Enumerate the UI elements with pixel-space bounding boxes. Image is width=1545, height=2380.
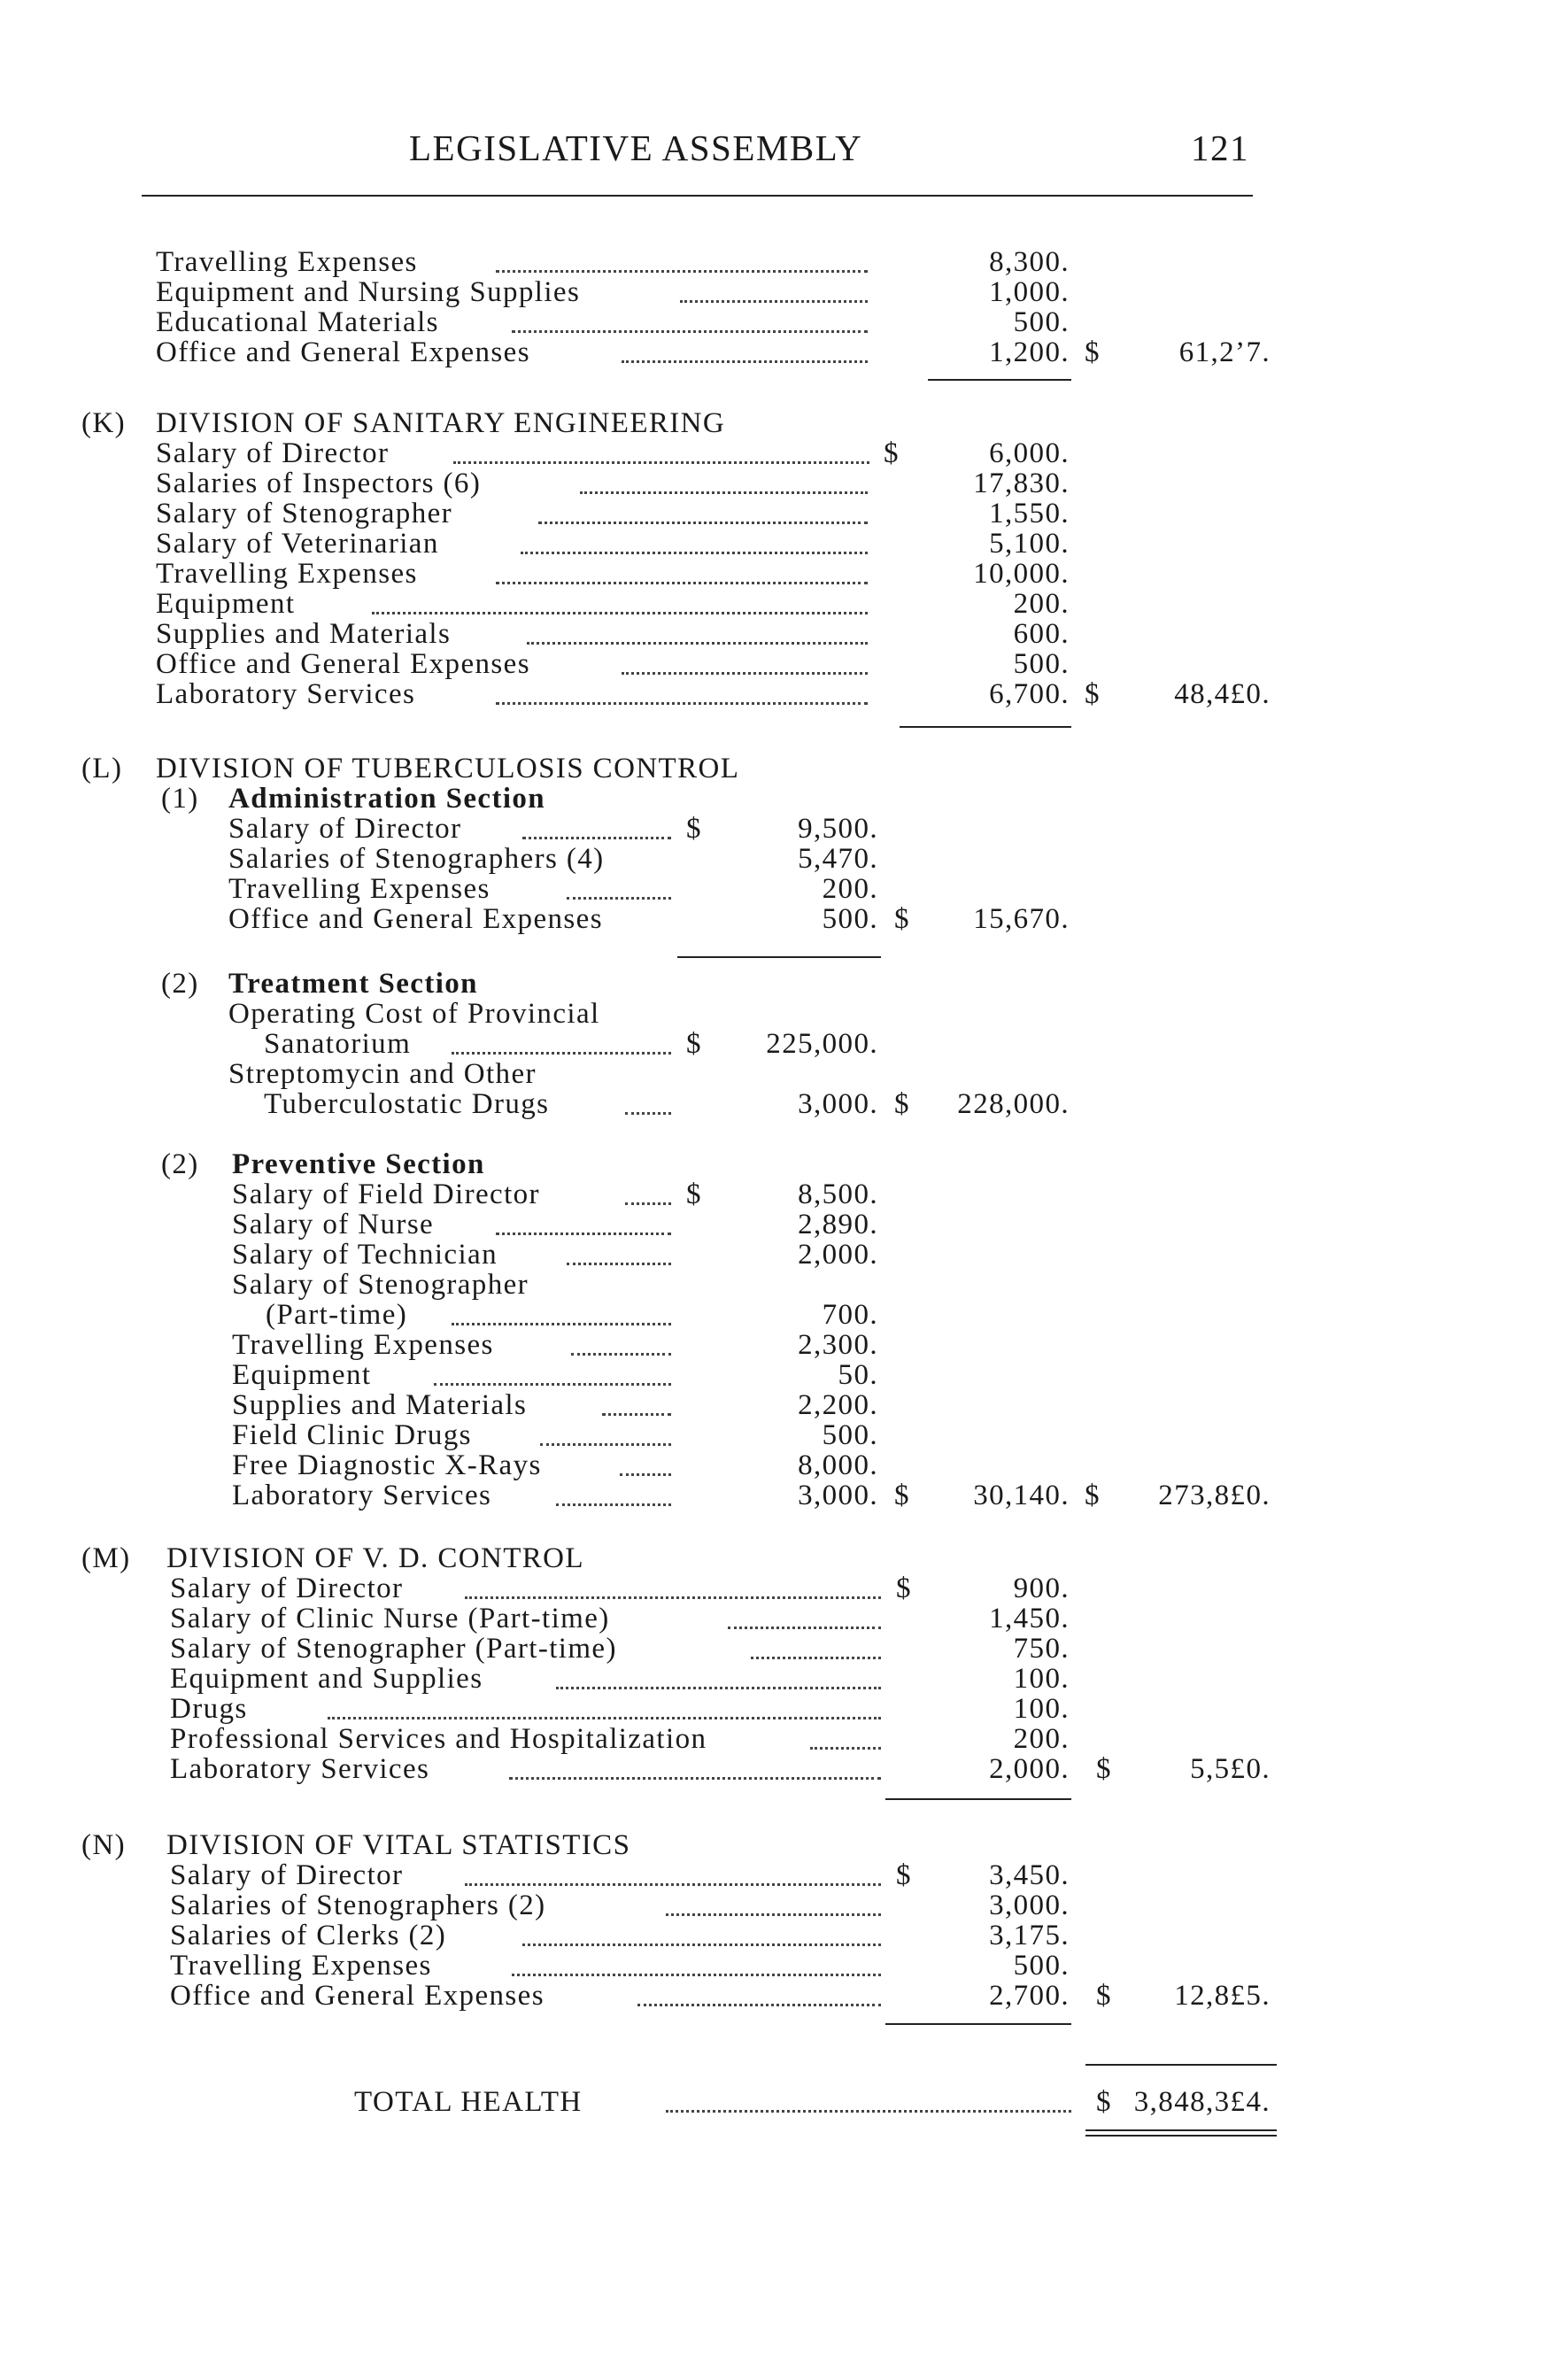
leader-dots xyxy=(527,642,868,645)
row-label: Salary of Veterinarian xyxy=(156,528,439,560)
row-amount: 100. xyxy=(1013,1663,1070,1695)
leader-dots xyxy=(625,1202,671,1205)
subsection-subtotal: 15,670. xyxy=(973,903,1070,935)
row-label: Salary of Director xyxy=(170,1859,404,1891)
dollar-sign: $ xyxy=(896,1859,912,1891)
dollar-sign: $ xyxy=(1096,1753,1112,1785)
dollar-sign: $ xyxy=(1085,336,1101,368)
leader-dots xyxy=(810,1747,881,1750)
row-label: Travelling Expenses xyxy=(156,558,418,590)
row-amount: 1,550. xyxy=(989,498,1070,529)
row-amount: 500. xyxy=(1013,306,1070,338)
row-amount: 8,300. xyxy=(989,246,1070,278)
row-label: Equipment and Nursing Supplies xyxy=(156,276,581,308)
row-amount: 8,500. xyxy=(798,1178,878,1210)
leader-dots xyxy=(622,360,868,363)
row-label: Salaries of Stenographers (4) xyxy=(228,843,605,875)
row-label: Salary of Technician xyxy=(232,1239,498,1271)
row-label: Educational Materials xyxy=(156,306,439,338)
leader-dots xyxy=(625,1112,671,1115)
subsection-number: (1) xyxy=(161,783,199,815)
row-amount: 2,200. xyxy=(798,1389,878,1421)
section-total: 61,2’7. xyxy=(1178,336,1271,368)
row-amount: 500. xyxy=(1013,648,1070,680)
leader-dots xyxy=(622,672,868,675)
row-label: Free Diagnostic X-Rays xyxy=(232,1449,542,1481)
row-label: Office and General Expenses xyxy=(156,336,530,368)
row-label: Salary of Clinic Nurse (Part-time) xyxy=(170,1603,610,1634)
row-label: Salary of Stenographer (Part-time) xyxy=(170,1633,617,1665)
dollar-sign: $ xyxy=(1085,1480,1101,1511)
row-amount: 6,700. xyxy=(989,678,1070,710)
row-label: Salaries of Clerks (2) xyxy=(170,1920,447,1951)
leader-dots xyxy=(522,837,671,839)
subtotal-rule xyxy=(900,726,1071,728)
row-label: Travelling Expenses xyxy=(156,246,418,278)
subsection-title: Preventive Section xyxy=(232,1148,485,1180)
dollar-sign: $ xyxy=(884,437,900,469)
section-total: 273,8£0. xyxy=(1158,1480,1271,1511)
row-label: Streptomycin and Other xyxy=(228,1058,537,1090)
row-label: Salary of Stenographer xyxy=(232,1269,529,1301)
subsection-subtotal: 30,140. xyxy=(973,1480,1070,1511)
grand-total-double-rule xyxy=(1085,2129,1277,2137)
division-title: DIVISION OF SANITARY ENGINEERING xyxy=(156,407,726,439)
row-label: Laboratory Services xyxy=(156,678,416,710)
row-amount: 1,450. xyxy=(989,1603,1070,1634)
leader-dots xyxy=(751,1657,881,1659)
row-label: Salaries of Stenographers (2) xyxy=(170,1889,546,1921)
division-letter: (M) xyxy=(81,1542,131,1574)
row-amount: 750. xyxy=(1013,1633,1070,1665)
row-label: Professional Services and Hospitalization xyxy=(170,1723,707,1755)
row-label: Salary of Stenographer xyxy=(156,498,453,529)
leader-dots xyxy=(571,1353,671,1356)
row-amount: 17,830. xyxy=(973,468,1070,499)
leader-dots xyxy=(465,1883,881,1886)
leader-dots xyxy=(496,582,868,584)
row-label: (Part-time) xyxy=(266,1299,408,1331)
page-number: 121 xyxy=(1191,128,1249,168)
leader-dots xyxy=(556,1687,881,1689)
row-amount: 10,000. xyxy=(973,558,1070,590)
row-amount: 5,470. xyxy=(798,843,878,875)
row-amount: 2,300. xyxy=(798,1329,878,1361)
dollar-sign: $ xyxy=(896,1572,912,1604)
row-label: Operating Cost of Provincial xyxy=(228,998,600,1030)
division-title: DIVISION OF VITAL STATISTICS xyxy=(166,1829,631,1861)
row-amount: 500. xyxy=(1013,1950,1070,1982)
row-label: Travelling Expenses xyxy=(232,1329,494,1361)
leader-dots xyxy=(666,1913,881,1916)
row-amount: 2,700. xyxy=(989,1980,1070,2012)
row-label: Equipment xyxy=(232,1359,372,1391)
leader-dots xyxy=(556,1503,671,1506)
row-label: Salary of Field Director xyxy=(232,1178,540,1210)
row-amount: 900. xyxy=(1013,1572,1070,1604)
dollar-sign: $ xyxy=(686,1028,702,1060)
header-rule xyxy=(142,195,1253,197)
leader-dots xyxy=(452,1323,671,1325)
leader-dots xyxy=(496,1232,671,1235)
division-letter: (N) xyxy=(81,1829,127,1861)
row-amount: 5,100. xyxy=(989,528,1070,560)
row-amount: 50. xyxy=(838,1359,878,1391)
row-label: Equipment xyxy=(156,588,296,620)
dollar-sign: $ xyxy=(894,1480,910,1511)
row-label: Laboratory Services xyxy=(170,1753,430,1785)
row-amount: 8,000. xyxy=(798,1449,878,1481)
row-amount: 1,000. xyxy=(989,276,1070,308)
dollar-sign: $ xyxy=(1096,1980,1112,2012)
row-amount: 2,890. xyxy=(798,1209,878,1240)
leader-dots xyxy=(512,330,868,333)
leader-dots xyxy=(465,1596,881,1599)
row-amount: 200. xyxy=(1013,588,1070,620)
grand-total-label: TOTAL HEALTH xyxy=(354,2086,583,2118)
leader-dots xyxy=(580,491,868,494)
subtotal-rule xyxy=(928,379,1071,381)
row-amount: 100. xyxy=(1013,1693,1070,1725)
row-label: Office and General Expenses xyxy=(170,1980,545,2012)
leader-dots xyxy=(434,1383,671,1386)
leader-dots xyxy=(680,300,868,303)
subsection-title: Administration Section xyxy=(228,783,546,815)
leader-dots xyxy=(496,270,868,273)
page-header-title: LEGISLATIVE ASSEMBLY xyxy=(409,128,863,168)
row-amount: 1,200. xyxy=(989,336,1070,368)
row-amount: 500. xyxy=(822,1419,878,1451)
subsection-title: Treatment Section xyxy=(228,968,478,1000)
row-amount: 3,450. xyxy=(989,1859,1070,1891)
subtotal-rule xyxy=(677,956,881,958)
row-label: Supplies and Materials xyxy=(156,618,452,650)
row-amount: 700. xyxy=(822,1299,878,1331)
row-label: Sanatorium xyxy=(264,1028,412,1060)
row-label: Salary of Nurse xyxy=(232,1209,435,1240)
subsection-subtotal: 228,000. xyxy=(957,1088,1070,1120)
leader-dots xyxy=(538,522,868,524)
dollar-sign: $ xyxy=(894,1088,910,1120)
leader-dots xyxy=(728,1627,881,1629)
row-amount: 2,000. xyxy=(798,1239,878,1271)
leader-dots xyxy=(453,461,869,464)
leader-dots xyxy=(567,1263,671,1265)
leader-dots xyxy=(637,2004,881,2006)
row-amount: 3,000. xyxy=(989,1889,1070,1921)
section-total: 12,8£5. xyxy=(1174,1980,1271,2012)
row-label: Travelling Expenses xyxy=(228,873,491,905)
leader-dots xyxy=(509,1777,881,1780)
row-label: Office and General Expenses xyxy=(228,903,603,935)
row-label: Salary of Director xyxy=(228,813,462,845)
subtotal-rule xyxy=(885,2023,1071,2025)
division-title: DIVISION OF V. D. CONTROL xyxy=(166,1542,584,1574)
subtotal-rule xyxy=(885,1798,1071,1800)
row-amount: 3,175. xyxy=(989,1920,1070,1951)
subsection-number: (2) xyxy=(161,968,199,1000)
division-letter: (K) xyxy=(81,407,127,439)
leader-dots xyxy=(602,1413,671,1416)
row-label: Drugs xyxy=(170,1693,248,1725)
leader-dots xyxy=(620,1473,671,1476)
row-amount: 2,000. xyxy=(989,1753,1070,1785)
dollar-sign: $ xyxy=(894,903,910,935)
row-label: Salaries of Inspectors (6) xyxy=(156,468,482,499)
row-label: Field Clinic Drugs xyxy=(232,1419,472,1451)
row-label: Travelling Expenses xyxy=(170,1950,432,1982)
row-label: Tuberculostatic Drugs xyxy=(264,1088,550,1120)
subsection-number: (2) xyxy=(161,1148,199,1180)
leader-dots xyxy=(452,1052,671,1055)
division-title: DIVISION OF TUBERCULOSIS CONTROL xyxy=(156,753,740,784)
dollar-sign: $ xyxy=(686,1178,702,1210)
leader-dots xyxy=(522,1943,881,1946)
row-amount: 200. xyxy=(822,873,878,905)
leader-dots xyxy=(328,1717,881,1719)
leader-dots xyxy=(521,552,868,554)
row-amount: 3,000. xyxy=(798,1480,878,1511)
row-amount: 500. xyxy=(822,903,878,935)
dollar-sign: $ xyxy=(1085,678,1101,710)
row-label: Equipment and Supplies xyxy=(170,1663,483,1695)
row-label: Office and General Expenses xyxy=(156,648,530,680)
section-total: 48,4£0. xyxy=(1174,678,1271,710)
leader-dots xyxy=(496,702,868,705)
row-label: Salary of Director xyxy=(156,437,390,469)
dollar-sign: $ xyxy=(686,813,702,845)
leader-dots xyxy=(666,2110,1071,2113)
division-letter: (L) xyxy=(81,753,123,784)
section-total: 5,5£0. xyxy=(1190,1753,1271,1785)
leader-dots xyxy=(540,1443,671,1446)
grand-total-amount: 3,848,3£4. xyxy=(1133,2086,1271,2118)
row-amount: 600. xyxy=(1013,618,1070,650)
grand-total-rule xyxy=(1085,2064,1277,2066)
row-label: Salary of Director xyxy=(170,1572,404,1604)
dollar-sign: $ xyxy=(1096,2086,1112,2118)
row-amount: 3,000. xyxy=(798,1088,878,1120)
row-amount: 9,500. xyxy=(798,813,878,845)
row-label: Laboratory Services xyxy=(232,1480,492,1511)
leader-dots xyxy=(372,612,868,614)
leader-dots xyxy=(512,1974,881,1976)
row-amount: 225,000. xyxy=(766,1028,878,1060)
row-amount: 6,000. xyxy=(989,437,1070,469)
leader-dots xyxy=(567,897,671,900)
row-amount: 200. xyxy=(1013,1723,1070,1755)
row-label: Supplies and Materials xyxy=(232,1389,528,1421)
